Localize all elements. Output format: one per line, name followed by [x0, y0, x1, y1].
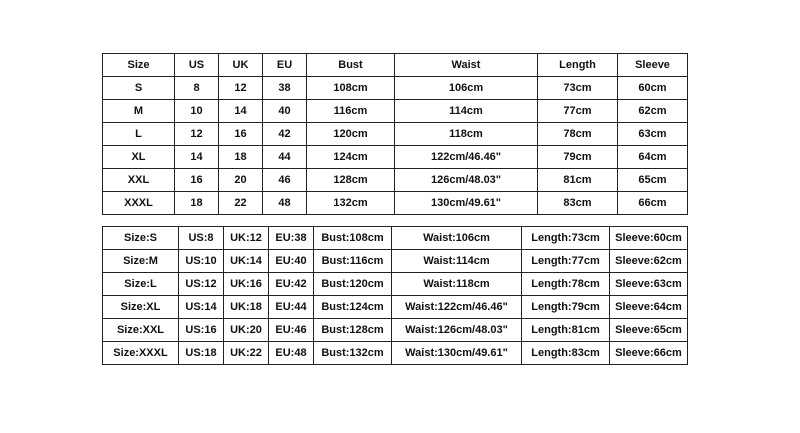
table-cell: Waist:122cm/46.46"	[392, 296, 522, 319]
table-cell: UK:22	[224, 342, 269, 365]
table-cell: 10	[175, 100, 219, 123]
table-row	[103, 319, 688, 342]
table-cell: Sleeve:62cm	[610, 250, 688, 273]
table-cell: 20	[219, 169, 263, 192]
table-cell: 79cm	[538, 146, 618, 169]
table-row	[103, 273, 688, 296]
table-cell: 64cm	[618, 146, 688, 169]
table-cell: US:12	[179, 273, 224, 296]
table-cell: US:10	[179, 250, 224, 273]
table-cell: Waist:118cm	[392, 273, 522, 296]
table-cell: 108cm	[307, 77, 395, 100]
table-row	[103, 77, 688, 100]
table-cell: 44	[263, 146, 307, 169]
size-chart-body	[103, 54, 688, 215]
table-cell: US:8	[179, 227, 224, 250]
table-cell: EU:46	[269, 319, 314, 342]
table-cell: Waist:130cm/49.61"	[392, 342, 522, 365]
table-cell: 46	[263, 169, 307, 192]
table-cell: EU:40	[269, 250, 314, 273]
table-cell: Size:L	[103, 273, 179, 296]
table-row	[103, 100, 688, 123]
table-cell: 18	[219, 146, 263, 169]
table-cell: Bust:108cm	[314, 227, 392, 250]
table-cell: Waist:126cm/48.03"	[392, 319, 522, 342]
header-cell: UK	[219, 54, 263, 77]
table-cell: 78cm	[538, 123, 618, 146]
table-cell: 16	[219, 123, 263, 146]
table-cell: 66cm	[618, 192, 688, 215]
table-cell: 62cm	[618, 100, 688, 123]
table-cell: 60cm	[618, 77, 688, 100]
table-cell: Size:XXXL	[103, 342, 179, 365]
table-cell: XXL	[103, 169, 175, 192]
table-cell: 120cm	[307, 123, 395, 146]
table-cell: 81cm	[538, 169, 618, 192]
table-cell: Length:78cm	[522, 273, 610, 296]
table-cell: 132cm	[307, 192, 395, 215]
table-row	[103, 123, 688, 146]
table-cell: Length:81cm	[522, 319, 610, 342]
table-cell: 77cm	[538, 100, 618, 123]
table-cell: 126cm/48.03"	[395, 169, 538, 192]
table-cell: EU:44	[269, 296, 314, 319]
header-cell: EU	[263, 54, 307, 77]
table-cell: Size:S	[103, 227, 179, 250]
table-cell: Size:XXL	[103, 319, 179, 342]
size-chart-table	[102, 53, 688, 215]
table-cell: 48	[263, 192, 307, 215]
table-cell: 118cm	[395, 123, 538, 146]
table-cell: UK:20	[224, 319, 269, 342]
table-cell: 65cm	[618, 169, 688, 192]
table-cell: 116cm	[307, 100, 395, 123]
table-cell: S	[103, 77, 175, 100]
header-cell: Length	[538, 54, 618, 77]
header-cell: Sleeve	[618, 54, 688, 77]
table-cell: Bust:116cm	[314, 250, 392, 273]
table-cell: 14	[175, 146, 219, 169]
table-cell: 12	[219, 77, 263, 100]
table-cell: Length:83cm	[522, 342, 610, 365]
table-cell: 130cm/49.61"	[395, 192, 538, 215]
table-cell: XL	[103, 146, 175, 169]
table-cell: 42	[263, 123, 307, 146]
header-row	[103, 54, 688, 77]
table-cell: 128cm	[307, 169, 395, 192]
table-cell: Length:79cm	[522, 296, 610, 319]
table-cell: 16	[175, 169, 219, 192]
table-cell: Sleeve:60cm	[610, 227, 688, 250]
table-cell: Waist:106cm	[392, 227, 522, 250]
header-cell: US	[175, 54, 219, 77]
table-row	[103, 250, 688, 273]
header-cell: Size	[103, 54, 175, 77]
table-cell: 14	[219, 100, 263, 123]
table-cell: Bust:128cm	[314, 319, 392, 342]
table-cell: Size:M	[103, 250, 179, 273]
table-cell: Sleeve:66cm	[610, 342, 688, 365]
table-cell: UK:12	[224, 227, 269, 250]
table-cell: EU:38	[269, 227, 314, 250]
table-cell: XXXL	[103, 192, 175, 215]
table-cell: Length:77cm	[522, 250, 610, 273]
table-cell: UK:14	[224, 250, 269, 273]
table-cell: 122cm/46.46"	[395, 146, 538, 169]
table-cell: 124cm	[307, 146, 395, 169]
table-cell: Sleeve:65cm	[610, 319, 688, 342]
table-cell: UK:18	[224, 296, 269, 319]
table-cell: 12	[175, 123, 219, 146]
table-cell: 8	[175, 77, 219, 100]
table-cell: M	[103, 100, 175, 123]
table-cell: L	[103, 123, 175, 146]
header-cell: Bust	[307, 54, 395, 77]
table-cell: 83cm	[538, 192, 618, 215]
table-cell: Bust:124cm	[314, 296, 392, 319]
table-cell: 40	[263, 100, 307, 123]
table-row	[103, 296, 688, 319]
table-cell: EU:42	[269, 273, 314, 296]
table-cell: 106cm	[395, 77, 538, 100]
table-cell: Size:XL	[103, 296, 179, 319]
table-cell: Sleeve:64cm	[610, 296, 688, 319]
table-cell: 22	[219, 192, 263, 215]
table-cell: 18	[175, 192, 219, 215]
table-cell: 114cm	[395, 100, 538, 123]
size-chart-labeled-body	[103, 227, 688, 365]
table-row	[103, 227, 688, 250]
table-cell: Bust:120cm	[314, 273, 392, 296]
table-cell: Waist:114cm	[392, 250, 522, 273]
table-cell: Bust:132cm	[314, 342, 392, 365]
header-cell: Waist	[395, 54, 538, 77]
table-row	[103, 169, 688, 192]
table-cell: US:16	[179, 319, 224, 342]
table-row	[103, 192, 688, 215]
size-chart-labeled-table	[102, 226, 688, 365]
table-row	[103, 146, 688, 169]
table-cell: 63cm	[618, 123, 688, 146]
table-cell: US:18	[179, 342, 224, 365]
table-cell: EU:48	[269, 342, 314, 365]
table-cell: Sleeve:63cm	[610, 273, 688, 296]
table-row	[103, 342, 688, 365]
table-cell: Length:73cm	[522, 227, 610, 250]
table-cell: US:14	[179, 296, 224, 319]
table-cell: 73cm	[538, 77, 618, 100]
table-cell: 38	[263, 77, 307, 100]
table-cell: UK:16	[224, 273, 269, 296]
